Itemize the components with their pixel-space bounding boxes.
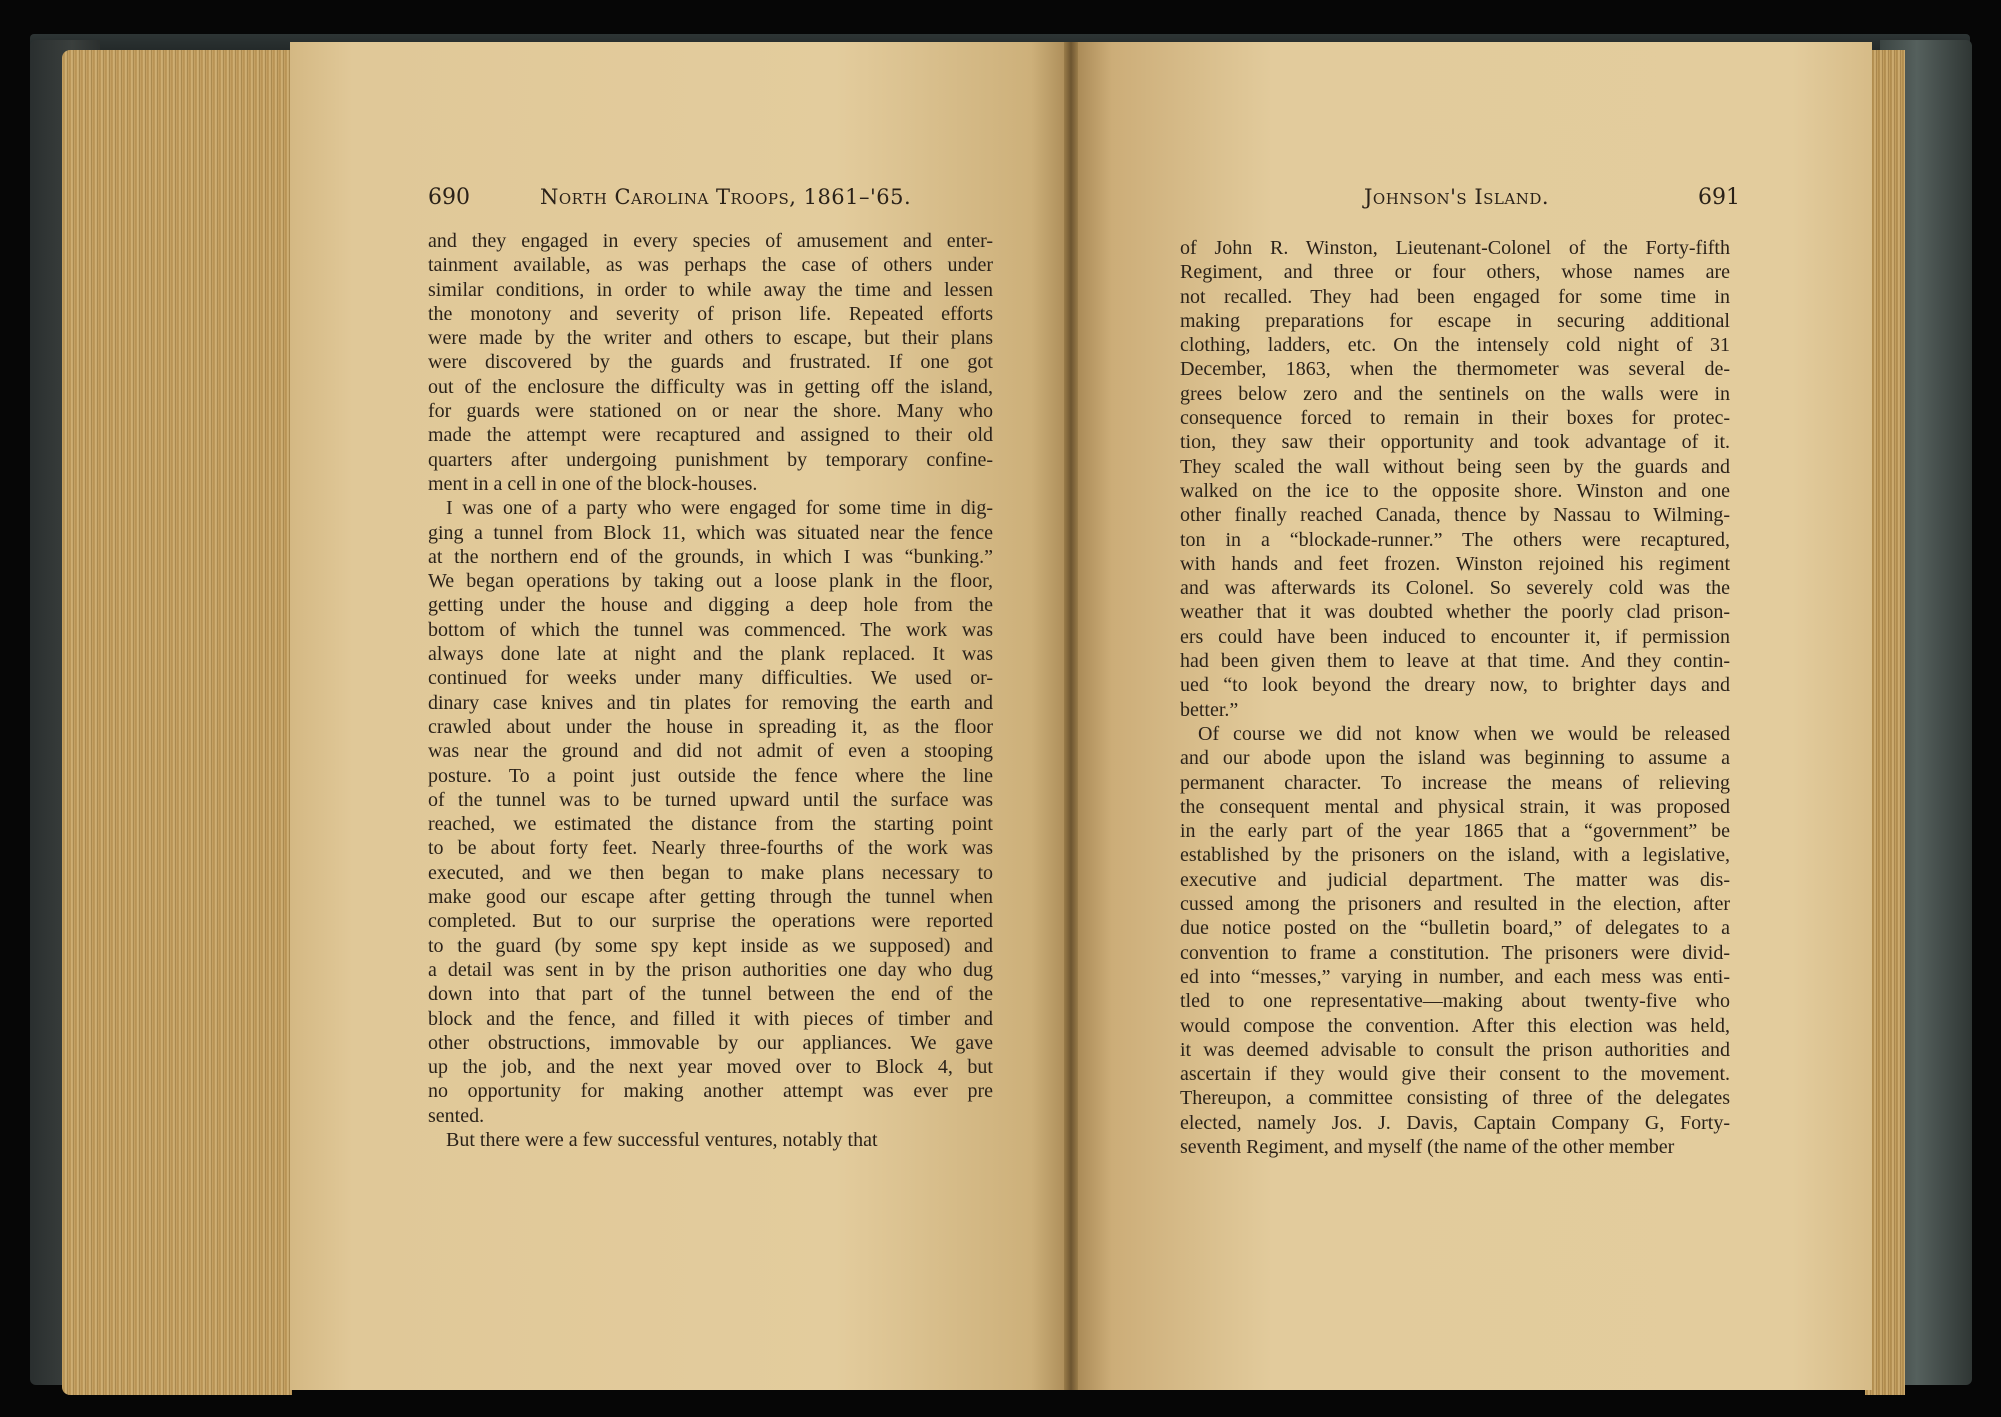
text-line: convention to frame a constitution. The prisoners were divid-	[1180, 941, 1730, 964]
text-line: were made by the writer and others to escape, but their plans	[428, 327, 993, 350]
text-line: up the job, and the next year moved over to Block 4, but	[428, 1056, 993, 1079]
text-line: ment in a cell in one of the block-houses.	[428, 472, 758, 495]
left-running-head-text: North Carolina Troops, 1861–'65.	[540, 185, 912, 209]
text-line: permanent character. To increase the means of relieving	[1180, 771, 1730, 794]
text-line: consequence forced to remain in their boxes for protec-	[1180, 407, 1730, 430]
text-line: weather that it was doubted whether the poorly clad prison-	[1180, 601, 1730, 624]
text-line: other obstructions, immovable by our appliances. We gave	[428, 1031, 993, 1054]
text-line: Thereupon, a committee consisting of three of the delegates	[1180, 1087, 1730, 1110]
text-line: were discovered by the guards and frustrated. If one got	[428, 351, 993, 374]
text-line: made the attempt were recaptured and assigned to their old	[428, 424, 993, 447]
text-line: of John R. Winston, Lieutenant-Colonel of the Forty-fifth	[1180, 237, 1730, 259]
left-page-text	[428, 229, 993, 1152]
text-line: always done late at night and the plank replaced. It was	[428, 643, 993, 666]
text-line: at the northern end of the grounds, in which I was “bunking.”	[428, 545, 993, 568]
blue-tape-mark	[1120, 4, 1420, 22]
text-line: in the early part of the year 1865 that a “government” be	[1180, 820, 1730, 843]
text-line: quarters after undergoing punishment by temporary confine-	[428, 448, 993, 471]
page-edges-left	[62, 50, 292, 1395]
text-line: ed into “messes,” varying in number, and each mess was enti-	[1180, 965, 1730, 988]
text-line: December, 1863, when the thermometer was several de-	[1180, 358, 1730, 381]
text-line: We began operations by taking out a loose plank in the floor,	[428, 570, 993, 593]
text-line: of the tunnel was to be turned upward until the surface was	[428, 788, 993, 811]
text-line: and was afterwards its Colonel. So severely cold was the	[1180, 577, 1730, 600]
text-line: to the guard (by some spy kept inside as we supposed) and	[428, 934, 993, 957]
text-line: similar conditions, in order to while away the time and lessen	[428, 278, 993, 301]
text-line: crawled about under the house in spreading it, as the floor	[428, 715, 993, 738]
text-line: make good our escape after getting through the tunnel when	[428, 886, 993, 909]
text-line: no opportunity for making another attempt was ever pre	[428, 1080, 993, 1103]
text-line: posture. To a point just outside the fence where the line	[428, 764, 993, 787]
text-line: ging a tunnel from Block 11, which was situated near the fence	[428, 521, 993, 544]
text-line: grees below zero and the sentinels on the walls were in	[1180, 382, 1730, 405]
text-line: Of course we did not know when we would be released	[1198, 722, 1730, 745]
text-line: and our abode upon the island was beginning to assume a	[1180, 747, 1730, 770]
text-line: the consequent mental and physical strain, it was proposed	[1180, 795, 1730, 818]
text-line: ton in a “blockade-runner.” The others were recaptured,	[1180, 528, 1730, 551]
text-line: Regiment, and three or four others, whose names are	[1180, 261, 1730, 284]
text-line: ascertain if they would give their consent to the movement.	[1180, 1063, 1730, 1086]
text-line: the monotony and severity of prison life. Repeated efforts	[428, 302, 993, 325]
text-line: walked on the ice to the opposite shore. Winston and one	[1180, 479, 1730, 502]
text-line: a detail was sent in by the prison authorities one day who dug	[428, 958, 993, 981]
text-line: to be about forty feet. Nearly three-fourths of the work was	[428, 837, 993, 860]
text-line: dinary case knives and tin plates for removing the earth and	[428, 691, 993, 714]
text-line: reached, we estimated the distance from the starting point	[428, 813, 993, 836]
text-line: tainment available, as was perhaps the case of others under	[428, 254, 993, 277]
text-line: bottom of which the tunnel was commenced. The work was	[428, 618, 993, 641]
text-line: ued “to look beyond the dreary now, to brighter days and	[1180, 674, 1730, 697]
text-line: elected, namely Jos. J. Davis, Captain Company G, Forty-	[1180, 1111, 1730, 1134]
text-line: better.”	[1180, 698, 1239, 721]
text-line: But there were a few successful ventures, notably that	[446, 1128, 878, 1151]
text-line: executed, and we then began to make plans necessary to	[428, 861, 993, 884]
text-line: not recalled. They had been engaged for some time in	[1180, 285, 1730, 308]
text-line: cussed among the prisoners and resulted in the election, after	[1180, 893, 1730, 916]
right-page-number: 691	[1698, 185, 1740, 210]
text-line: was near the ground and did not admit of even a stooping	[428, 740, 993, 763]
text-line: seventh Regiment, and myself (the name of the other member	[1180, 1135, 1675, 1158]
text-line: executive and judicial department. The matter was dis-	[1180, 868, 1730, 891]
text-line: and they engaged in every species of amusement and enter-	[428, 230, 993, 252]
text-line: for guards were stationed on or near the shore. Many who	[428, 400, 993, 423]
text-line: established by the prisoners on the island, with a legislative,	[1180, 844, 1730, 867]
book-gutter	[1064, 42, 1078, 1390]
text-line: it was deemed advisable to consult the prison authorities and	[1180, 1038, 1730, 1061]
text-line: continued for weeks under many difficulties. We used or-	[428, 667, 993, 690]
text-line: other finally reached Canada, thence by Nassau to Wilming-	[1180, 504, 1730, 527]
text-line: out of the enclosure the difficulty was in getting off the island,	[428, 375, 993, 398]
text-line: due notice posted on the “bulletin board,” of delegates to a	[1180, 917, 1730, 940]
right-running-head-text: Johnson's Island.	[1364, 185, 1550, 209]
text-line: would compose the convention. After this election was held,	[1180, 1014, 1730, 1037]
text-line: tled to one representative—making about twenty-five who	[1180, 990, 1730, 1013]
right-page-text	[1180, 236, 1730, 1159]
text-line: block and the fence, and filled it with pieces of timber and	[428, 1007, 993, 1030]
left-page-number: 690	[428, 185, 470, 210]
left-running-head	[540, 185, 911, 215]
text-line: making preparations for escape in securing additional	[1180, 309, 1730, 332]
text-line: I was one of a party who were engaged for some time in dig-	[446, 497, 993, 520]
text-line: ers could have been induced to encounter it, if permission	[1180, 625, 1730, 648]
text-line: clothing, ladders, etc. On the intensely cold night of 31	[1180, 334, 1730, 357]
text-line: sented.	[428, 1104, 485, 1127]
text-line: tion, they saw their opportunity and took advantage of it.	[1180, 431, 1730, 454]
text-line: down into that part of the tunnel between the end of the	[428, 983, 993, 1006]
text-line: with hands and feet frozen. Winston rejoined his regiment	[1180, 552, 1730, 575]
text-line: had been given them to leave at that time. And they contin-	[1180, 650, 1730, 673]
text-line: completed. But to our surprise the operations were reported	[428, 910, 993, 933]
text-line: getting under the house and digging a deep hole from the	[428, 594, 993, 617]
right-running-head	[1364, 185, 1549, 215]
text-line: They scaled the wall without being seen by the guards and	[1180, 455, 1730, 478]
